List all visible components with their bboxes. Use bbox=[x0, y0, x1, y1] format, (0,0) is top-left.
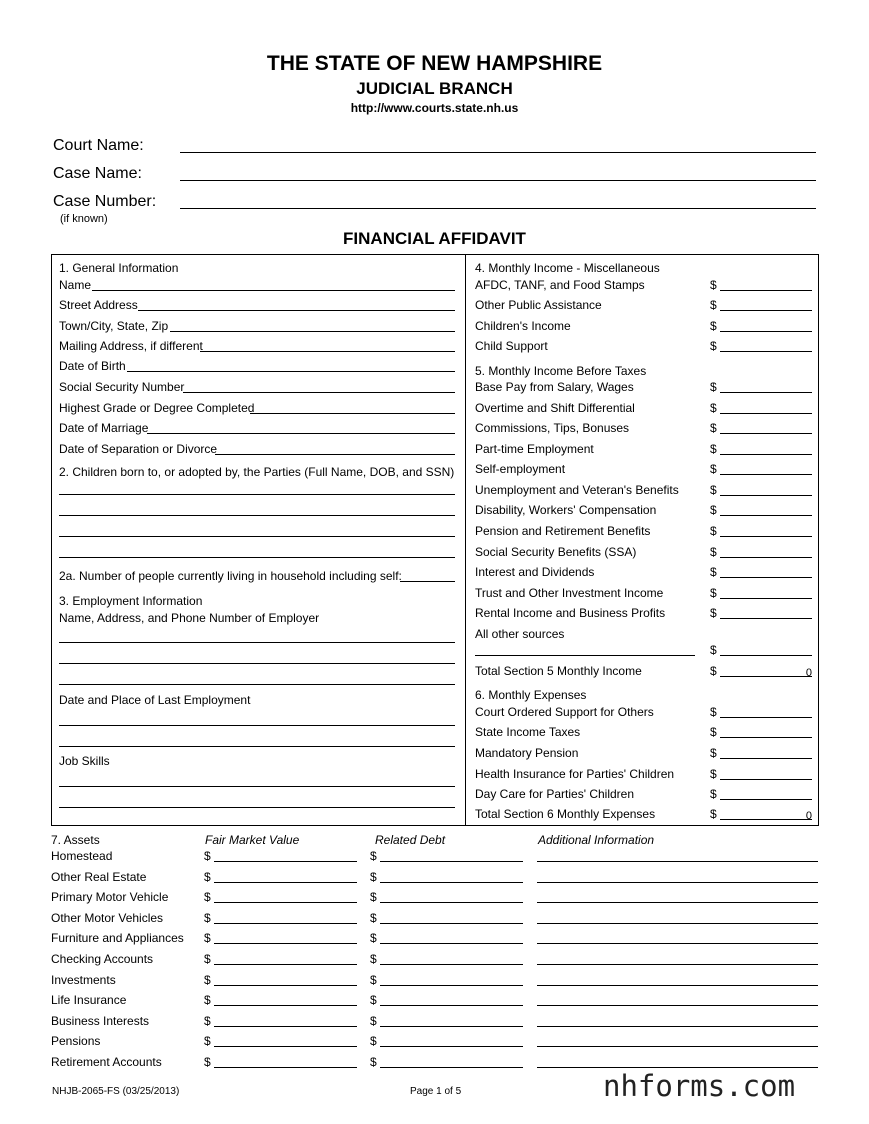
income-misc-1-currency: $ bbox=[710, 298, 717, 312]
field-line-7[interactable] bbox=[147, 433, 455, 434]
children-line-0[interactable] bbox=[59, 494, 455, 495]
asset-debt-currency-3: $ bbox=[370, 911, 377, 925]
asset-fmv-field-2[interactable] bbox=[214, 902, 357, 903]
income-misc-label-3: Child Support bbox=[475, 339, 548, 353]
household-label: 2a. Number of people currently living in household including self: bbox=[59, 569, 402, 583]
asset-debt-currency-4: $ bbox=[370, 931, 377, 945]
income-5-field[interactable] bbox=[720, 495, 812, 496]
income-11-field[interactable] bbox=[720, 618, 812, 619]
field-line-1[interactable] bbox=[138, 310, 455, 311]
asset-label-9: Pensions bbox=[51, 1034, 101, 1048]
section4-heading: 4. Monthly Income - Miscellaneous bbox=[475, 261, 660, 275]
income-misc-1-field[interactable] bbox=[720, 310, 812, 311]
income-5-currency: $ bbox=[710, 483, 717, 497]
section6-heading: 6. Monthly Expenses bbox=[475, 688, 587, 702]
expense-0-currency: $ bbox=[710, 705, 717, 719]
field-label-1: Street Address bbox=[59, 298, 138, 312]
field-line-5[interactable] bbox=[183, 392, 455, 393]
employer-line-1[interactable] bbox=[59, 663, 455, 664]
expense-2-currency: $ bbox=[710, 746, 717, 760]
other-sources-field[interactable] bbox=[720, 655, 812, 656]
col-debt-label: Related Debt bbox=[375, 833, 446, 847]
income-4-currency: $ bbox=[710, 462, 717, 476]
field-line-0[interactable] bbox=[92, 290, 455, 291]
income-6-field[interactable] bbox=[720, 515, 812, 516]
employer-line-0[interactable] bbox=[59, 642, 455, 643]
income-label-1: Overtime and Shift Differential bbox=[475, 401, 635, 415]
income-1-currency: $ bbox=[710, 401, 717, 415]
income-misc-label-2: Children's Income bbox=[475, 319, 571, 333]
income-label-4: Self-employment bbox=[475, 462, 566, 476]
asset-fmv-field-8[interactable] bbox=[214, 1026, 357, 1027]
field-label-6: Highest Grade or Degree Completed bbox=[59, 401, 255, 415]
asset-fmv-currency-4: $ bbox=[204, 931, 211, 945]
field-label-4: Date of Birth bbox=[59, 359, 126, 373]
col-fmv-label: Fair Market Value bbox=[205, 833, 300, 847]
asset-label-1: Other Real Estate bbox=[51, 870, 147, 884]
job-skills-label: Job Skills bbox=[59, 754, 110, 768]
asset-fmv-currency-2: $ bbox=[204, 890, 211, 904]
court-name-field[interactable] bbox=[180, 152, 816, 153]
job-skills-line-0[interactable] bbox=[59, 786, 455, 787]
expense-1-currency: $ bbox=[710, 725, 717, 739]
income-3-field[interactable] bbox=[720, 454, 812, 455]
asset-info-field-8[interactable] bbox=[537, 1026, 818, 1027]
asset-label-4: Furniture and Appliances bbox=[51, 931, 184, 945]
field-line-8[interactable] bbox=[215, 454, 455, 455]
income-label-11: Rental Income and Business Profits bbox=[475, 606, 666, 620]
income-7-currency: $ bbox=[710, 524, 717, 538]
asset-info-field-9[interactable] bbox=[537, 1046, 818, 1047]
asset-fmv-field-6[interactable] bbox=[214, 985, 357, 986]
asset-debt-field-5[interactable] bbox=[380, 964, 523, 965]
field-line-2[interactable] bbox=[170, 331, 455, 332]
case-name-label: Case Name: bbox=[53, 165, 142, 182]
case-number-field[interactable] bbox=[180, 208, 816, 209]
income-label-5: Unemployment and Veteran's Benefits bbox=[475, 483, 679, 497]
expense-label-3: Health Insurance for Parties' Children bbox=[475, 767, 675, 781]
asset-info-field-0[interactable] bbox=[537, 861, 818, 862]
income-label-3: Part-time Employment bbox=[475, 442, 594, 456]
income-8-currency: $ bbox=[710, 545, 717, 559]
if-known-note: (if known) bbox=[60, 213, 108, 225]
income-misc-3-field[interactable] bbox=[720, 351, 812, 352]
asset-debt-field-4[interactable] bbox=[380, 943, 523, 944]
section5-heading: 5. Monthly Income Before Taxes bbox=[475, 364, 647, 378]
field-line-6[interactable] bbox=[250, 413, 455, 414]
branch-title: JUDICIAL BRANCH bbox=[356, 79, 513, 98]
total6-label: Total Section 6 Monthly Expenses bbox=[475, 807, 656, 821]
expense-3-field[interactable] bbox=[720, 779, 812, 780]
asset-info-field-7[interactable] bbox=[537, 1005, 818, 1006]
asset-fmv-currency-9: $ bbox=[204, 1034, 211, 1048]
children-line-2[interactable] bbox=[59, 536, 455, 537]
income-9-field[interactable] bbox=[720, 577, 812, 578]
household-field[interactable] bbox=[400, 581, 455, 582]
income-label-0: Base Pay from Salary, Wages bbox=[475, 380, 634, 394]
income-9-currency: $ bbox=[710, 565, 717, 579]
field-label-5: Social Security Number bbox=[59, 380, 185, 394]
expense-label-1: State Income Taxes bbox=[475, 725, 581, 739]
asset-fmv-currency-1: $ bbox=[204, 870, 211, 884]
asset-label-8: Business Interests bbox=[51, 1014, 150, 1028]
asset-fmv-field-7[interactable] bbox=[214, 1005, 357, 1006]
income-3-currency: $ bbox=[710, 442, 717, 456]
case-number-label: Case Number: bbox=[53, 193, 157, 210]
section7-heading: 7. Assets bbox=[51, 833, 100, 847]
col-info-label: Additional Information bbox=[538, 833, 655, 847]
asset-debt-currency-10: $ bbox=[370, 1055, 377, 1069]
asset-info-field-3[interactable] bbox=[537, 923, 818, 924]
asset-fmv-currency-0: $ bbox=[204, 849, 211, 863]
asset-debt-field-0[interactable] bbox=[380, 861, 523, 862]
job-skills-line-1[interactable] bbox=[59, 807, 455, 808]
asset-fmv-field-5[interactable] bbox=[214, 964, 357, 965]
asset-fmv-field-3[interactable] bbox=[214, 923, 357, 924]
asset-debt-currency-9: $ bbox=[370, 1034, 377, 1048]
asset-debt-field-9[interactable] bbox=[380, 1046, 523, 1047]
asset-fmv-currency-5: $ bbox=[204, 952, 211, 966]
children-line-3[interactable] bbox=[59, 557, 455, 558]
case-name-field[interactable] bbox=[180, 180, 816, 181]
income-6-currency: $ bbox=[710, 503, 717, 517]
asset-label-6: Investments bbox=[51, 973, 116, 987]
other-sources-currency: $ bbox=[710, 643, 717, 657]
asset-fmv-field-1[interactable] bbox=[214, 882, 357, 883]
total6-value: 0 bbox=[805, 810, 812, 822]
asset-fmv-currency-3: $ bbox=[204, 911, 211, 925]
asset-debt-field-8[interactable] bbox=[380, 1026, 523, 1027]
income-0-field[interactable] bbox=[720, 392, 812, 393]
expense-3-currency: $ bbox=[710, 767, 717, 781]
last-employment-line-1[interactable] bbox=[59, 746, 455, 747]
asset-debt-currency-2: $ bbox=[370, 890, 377, 904]
income-label-2: Commissions, Tips, Bonuses bbox=[475, 421, 630, 435]
income-misc-label-1: Other Public Assistance bbox=[475, 298, 602, 312]
asset-debt-currency-8: $ bbox=[370, 1014, 377, 1028]
field-line-3[interactable] bbox=[200, 351, 455, 352]
expense-0-field[interactable] bbox=[720, 717, 812, 718]
field-line-4[interactable] bbox=[127, 371, 455, 372]
employer-label: Name, Address, and Phone Number of Employer bbox=[59, 611, 320, 625]
income-2-currency: $ bbox=[710, 421, 717, 435]
state-title: THE STATE OF NEW HAMPSHIRE bbox=[266, 52, 603, 75]
income-8-field[interactable] bbox=[720, 557, 812, 558]
income-label-9: Interest and Dividends bbox=[475, 565, 595, 579]
asset-fmv-currency-6: $ bbox=[204, 973, 211, 987]
asset-debt-field-3[interactable] bbox=[380, 923, 523, 924]
asset-debt-field-1[interactable] bbox=[380, 882, 523, 883]
field-label-8: Date of Separation or Divorce bbox=[59, 442, 218, 456]
asset-fmv-field-0[interactable] bbox=[214, 861, 357, 862]
asset-info-field-6[interactable] bbox=[537, 985, 818, 986]
income-label-6: Disability, Workers' Compensation bbox=[475, 503, 657, 517]
court-name-label: Court Name: bbox=[53, 137, 144, 154]
form-title: FINANCIAL AFFIDAVIT bbox=[343, 229, 526, 248]
field-label-3: Mailing Address, if different bbox=[59, 339, 203, 353]
page-number: Page 1 of 5 bbox=[410, 1086, 462, 1097]
form-id: NHJB-2065-FS (03/25/2013) bbox=[52, 1086, 180, 1097]
children-line-1[interactable] bbox=[59, 515, 455, 516]
asset-fmv-field-10[interactable] bbox=[214, 1067, 357, 1068]
asset-debt-currency-7: $ bbox=[370, 993, 377, 1007]
total5-label: Total Section 5 Monthly Income bbox=[475, 664, 642, 678]
last-employment-label: Date and Place of Last Employment bbox=[59, 693, 251, 707]
asset-fmv-currency-10: $ bbox=[204, 1055, 211, 1069]
asset-fmv-field-9[interactable] bbox=[214, 1046, 357, 1047]
income-misc-3-currency: $ bbox=[710, 339, 717, 353]
income-label-10: Trust and Other Investment Income bbox=[475, 586, 664, 600]
section3-heading: 3. Employment Information bbox=[59, 594, 203, 608]
asset-label-5: Checking Accounts bbox=[51, 952, 154, 966]
asset-label-0: Homestead bbox=[51, 849, 113, 863]
asset-debt-currency-1: $ bbox=[370, 870, 377, 884]
asset-info-field-1[interactable] bbox=[537, 882, 818, 883]
expense-4-field[interactable] bbox=[720, 799, 812, 800]
expense-label-0: Court Ordered Support for Others bbox=[475, 705, 654, 719]
asset-label-7: Life Insurance bbox=[51, 993, 127, 1007]
income-4-field[interactable] bbox=[720, 474, 812, 475]
asset-debt-currency-6: $ bbox=[370, 973, 377, 987]
expense-label-4: Day Care for Parties' Children bbox=[475, 787, 635, 801]
asset-debt-currency-5: $ bbox=[370, 952, 377, 966]
income-misc-2-field[interactable] bbox=[720, 331, 812, 332]
expense-label-2: Mandatory Pension bbox=[475, 746, 579, 760]
asset-label-3: Other Motor Vehicles bbox=[51, 911, 164, 925]
asset-fmv-field-4[interactable] bbox=[214, 943, 357, 944]
total5-value: 0 bbox=[805, 667, 812, 679]
income-misc-2-currency: $ bbox=[710, 319, 717, 333]
other-sources-label: All other sources bbox=[475, 627, 565, 641]
income-misc-0-currency: $ bbox=[710, 278, 717, 292]
employer-line-2[interactable] bbox=[59, 684, 455, 685]
field-label-2: Town/City, State, Zip bbox=[59, 319, 169, 333]
income-2-field[interactable] bbox=[720, 433, 812, 434]
last-employment-line-0[interactable] bbox=[59, 725, 455, 726]
other-sources-desc-field[interactable] bbox=[475, 655, 695, 656]
asset-info-field-5[interactable] bbox=[537, 964, 818, 965]
asset-debt-field-10[interactable] bbox=[380, 1067, 523, 1068]
asset-fmv-currency-7: $ bbox=[204, 993, 211, 1007]
asset-debt-field-2[interactable] bbox=[380, 902, 523, 903]
income-1-field[interactable] bbox=[720, 413, 812, 414]
total5-currency: $ bbox=[710, 664, 717, 678]
asset-debt-currency-0: $ bbox=[370, 849, 377, 863]
asset-fmv-currency-8: $ bbox=[204, 1014, 211, 1028]
income-label-8: Social Security Benefits (SSA) bbox=[475, 545, 637, 559]
asset-label-2: Primary Motor Vehicle bbox=[51, 890, 169, 904]
field-label-0: Name bbox=[59, 278, 92, 292]
income-10-currency: $ bbox=[710, 586, 717, 600]
income-misc-0-field[interactable] bbox=[720, 290, 812, 291]
court-url[interactable]: http://www.courts.state.nh.us bbox=[350, 101, 519, 115]
income-7-field[interactable] bbox=[720, 536, 812, 537]
asset-info-field-10[interactable] bbox=[537, 1067, 818, 1068]
field-label-7: Date of Marriage bbox=[59, 421, 149, 435]
income-11-currency: $ bbox=[710, 606, 717, 620]
income-label-7: Pension and Retirement Benefits bbox=[475, 524, 651, 538]
asset-debt-field-6[interactable] bbox=[380, 985, 523, 986]
income-10-field[interactable] bbox=[720, 598, 812, 599]
asset-label-10: Retirement Accounts bbox=[51, 1055, 162, 1069]
asset-info-field-4[interactable] bbox=[537, 943, 818, 944]
section2-heading: 2. Children born to, or adopted by, the Parties (Full Name, DOB, and SSN) bbox=[59, 465, 455, 479]
watermark: nhforms.com bbox=[603, 1069, 796, 1103]
expense-4-currency: $ bbox=[710, 787, 717, 801]
expense-1-field[interactable] bbox=[720, 737, 812, 738]
column-divider bbox=[465, 254, 466, 826]
asset-info-field-2[interactable] bbox=[537, 902, 818, 903]
total6-currency: $ bbox=[710, 807, 717, 821]
asset-debt-field-7[interactable] bbox=[380, 1005, 523, 1006]
section1-heading: 1. General Information bbox=[59, 261, 179, 275]
income-misc-label-0: AFDC, TANF, and Food Stamps bbox=[475, 278, 645, 292]
expense-2-field[interactable] bbox=[720, 758, 812, 759]
income-0-currency: $ bbox=[710, 380, 717, 394]
